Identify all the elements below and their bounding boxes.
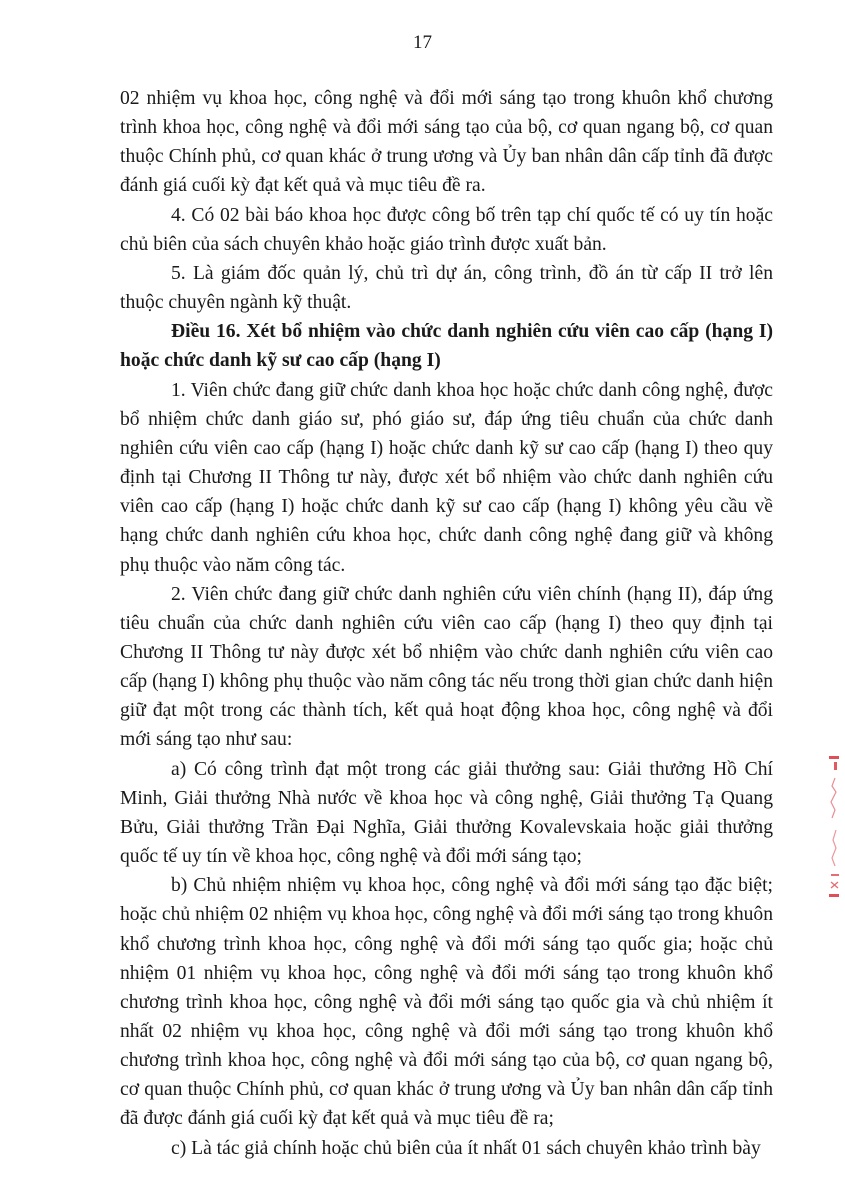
document-body bbox=[120, 84, 773, 1163]
point-a: a) Có công trình đạt một trong các giải thưởng sau: Giải thưởng Hồ Chí Minh, Giải thưởng Nhà nước về khoa học và công nghệ, Giải thưởng Tạ Quang Bửu, Giải thưởng Trần Đại Nghĩa, Giải thưởng Kovalevskaia hoặc giải thưởng quốc tế uy tín về khoa học, công nghệ và đổi mới sáng tạo; bbox=[120, 758, 773, 868]
clause-4: 4. Có 02 bài báo khoa học được công bố trên tạp chí quốc tế có uy tín hoặc chủ biên của sách chuyên khảo hoặc giáo trình được xuất bản. bbox=[120, 204, 773, 255]
article-16-clause-2: 2. Viên chức đang giữ chức danh nghiên cứu viên chính (hạng II), đáp ứng tiêu chuẩn của chức danh nghiên cứu viên cao cấp (hạng I) theo quy định tại Chương II Thông tư này được xét bổ nhiệm vào chức danh nghiên cứu viên cao cấp (hạng I) không phụ thuộc vào năm công tác nếu trong thời gian chức danh hiện giữ đạt một trong các thành tích, kết quả hoạt động khoa học, công nghệ và đổi mới sáng tạo như sau: bbox=[120, 583, 773, 751]
point-c: c) Là tác giả chính hoặc chủ biên của ít nhất 01 sách chuyên khảo trình bày bbox=[171, 1137, 761, 1159]
paragraph-continuation: 02 nhiệm vụ khoa học, công nghệ và đổi mới sáng tạo trong khuôn khổ chương trình khoa học, công nghệ và đổi mới sáng tạo của bộ, cơ quan ngang bộ, cơ quan thuộc Chính phủ, cơ quan khác ở trung ương và Ủy ban nhân dân cấp tỉnh đã được đánh giá cuối kỳ đạt kết quả và mục tiêu đề ra. bbox=[120, 88, 773, 197]
article-16-clause-1: 1. Viên chức đang giữ chức danh khoa học hoặc chức danh công nghệ, được bổ nhiệm chức danh giáo sư, phó giáo sư, đáp ứng tiêu chuẩn của chức danh nghiên cứu viên cao cấp (hạng I) hoặc chức danh kỹ sư cao cấp (hạng I) theo quy định tại Chương II Thông tư này, được xét bổ nhiệm vào chức danh nghiên cứu viên cao cấp (hạng I) hoặc chức danh kỹ sư cao cấp (hạng I) không yêu cầu về hạng chức danh nghiên cứu khoa học, chức danh công nghệ đang giữ và không phụ thuộc vào năm công tác. bbox=[120, 379, 773, 576]
article-16-heading: Điều 16. Xét bổ nhiệm vào chức danh nghiên cứu viên cao cấp (hạng I) hoặc chức danh kỹ sư cao cấp (hạng I) bbox=[120, 321, 773, 372]
page-number: 17 bbox=[413, 32, 432, 53]
clause-5: 5. Là giám đốc quản lý, chủ trì dự án, công trình, đồ án từ cấp II trở lên thuộc chuyên ngành kỹ thuật. bbox=[120, 262, 773, 314]
red-stamp-mark bbox=[826, 752, 840, 912]
point-b: b) Chủ nhiệm nhiệm vụ khoa học, công nghệ và đổi mới sáng tạo đặc biệt; hoặc chủ nhiệm 02 nhiệm vụ khoa học, công nghệ và đổi mới sáng tạo trong khuôn khổ chương trình khoa học, công nghệ và đổi mới sáng tạo quốc gia; hoặc chủ nhiệm 01 nhiệm vụ khoa học, công nghệ và đổi mới sáng tạo trong khuôn khổ chương trình khoa học, công nghệ và đổi mới sáng tạo quốc gia và chủ nhiệm ít nhất 02 nhiệm vụ khoa học, công nghệ và đổi mới sáng tạo trong khuôn khổ chương trình khoa học, công nghệ và đổi mới sáng tạo của bộ, cơ quan ngang bộ, cơ quan thuộc Chính phủ, cơ quan khác ở trung ương và Ủy ban nhân dân cấp tỉnh đã được đánh giá cuối kỳ đạt kết quả và mục tiêu đề ra; bbox=[120, 875, 774, 1130]
